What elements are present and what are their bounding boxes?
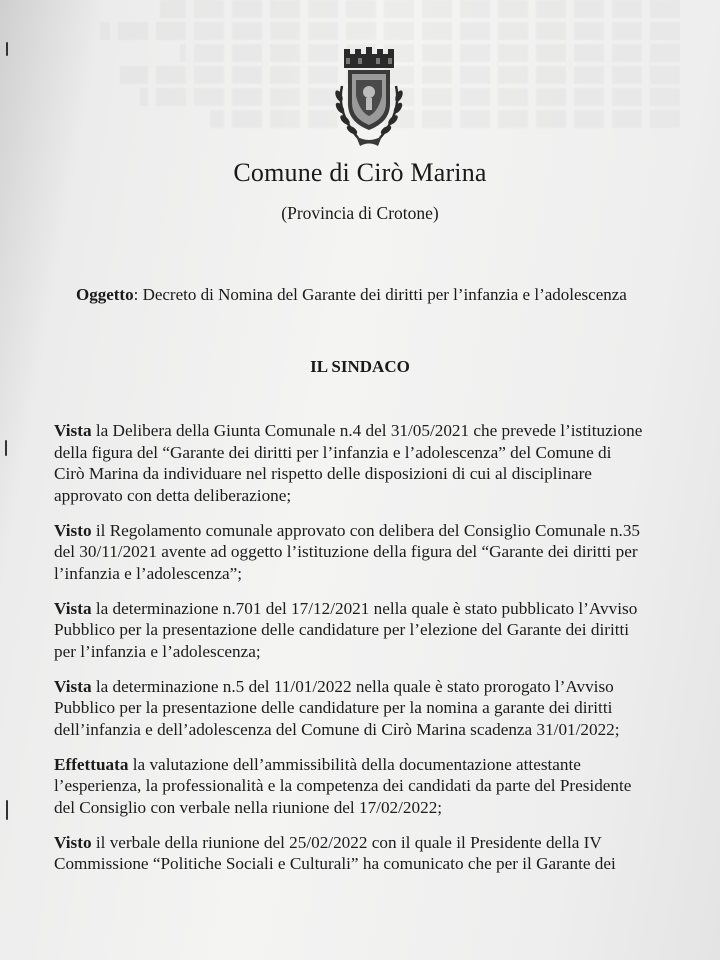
paragraph: [54, 420, 704, 506]
paragraph-line: approvato con detta deliberazione;: [54, 485, 292, 505]
paragraph: [54, 676, 704, 741]
paragraph-lead: Vista: [54, 598, 92, 618]
paragraph-line: l’infanzia e l’adolescenza”;: [54, 563, 242, 583]
paragraph-line: della figura del “Garante dei diritti per l’infanzia e l’adolescenza” del Comune di: [54, 442, 612, 462]
paragraph-lead: Effettuata: [54, 754, 129, 774]
paragraph-line: [54, 754, 704, 776]
paragraph-line: [54, 420, 704, 442]
paragraph-text: il Regolamento comunale approvato con delibera del Consiglio Comunale n.35: [91, 520, 641, 540]
edge-mark: [6, 800, 8, 820]
paragraph-lead: Visto: [54, 832, 92, 852]
paragraph: [54, 520, 704, 585]
paragraph-line: Pubblico per la presentazione delle candidature per la nomina a garante dei diritti: [54, 698, 613, 717]
paragraph-line: Commissione “Politiche Sociali e Culturali” ha comunicato che per il Garante dei: [54, 854, 616, 873]
paragraph-line: l’esperienza, la professionalità e la competenza dei candidati da parte del Presidente: [54, 776, 632, 795]
paragraph-text: la determinazione n.5 del 11/01/2022 nella quale è stato prorogato l’Avviso: [91, 676, 614, 696]
paragraph-text: la Delibera della Giunta Comunale n.4 del 31/05/2021 che prevede l’istituzione: [91, 421, 643, 440]
paragraph-line: dell’infanzia e dell’adolescenza del Comune di Cirò Marina scadenza 31/01/2022;: [54, 719, 620, 739]
paragraph-line: [54, 832, 704, 854]
paragraph: [54, 754, 704, 819]
edge-mark: [5, 440, 7, 456]
paragraph-lead: Vista: [54, 676, 92, 696]
subject-label: Oggetto: [76, 285, 134, 304]
paragraph: [54, 832, 704, 875]
subject-line: [76, 285, 716, 305]
municipality-title: Comune di Cirò Marina: [233, 158, 487, 187]
paragraph-text: il verbale della riunione del 25/02/2022 con il quale il Presidente della IV: [91, 832, 602, 852]
paragraph-text: la valutazione dell’ammissibilità della documentazione attestante: [128, 754, 581, 774]
subject-text: : Decreto di Nomina del Garante dei diritti per l’infanzia e l’adolescenza: [133, 285, 627, 304]
paragraph-lead: Vista: [54, 421, 92, 440]
section-heading: IL SINDACO: [310, 357, 410, 376]
coat-of-arms-emblem: [328, 46, 410, 152]
paragraph-line: per l’infanzia e l’adolescenza;: [54, 641, 261, 661]
document-body: [54, 420, 704, 888]
paragraph-line: Pubblico per la presentazione delle candidature per l’elezione del Garante dei diritti: [54, 620, 630, 639]
paragraph-line: del Consiglio con verbale nella riunione del 17/02/2022;: [54, 797, 443, 817]
paragraph-line: Cirò Marina da individuare nel rispetto delle disposizioni di cui al disciplinare: [54, 464, 592, 483]
province-subtitle: (Provincia di Crotone): [281, 203, 439, 223]
paragraph-text: la determinazione n.701 del 17/12/2021 nella quale è stato pubblicato l’Avviso: [91, 598, 638, 618]
paragraph: [54, 598, 704, 663]
paragraph-lead: Visto: [54, 520, 92, 540]
paragraph-line: [54, 520, 704, 542]
paragraph-line: [54, 598, 704, 620]
paragraph-line: del 30/11/2021 avente ad oggetto l’istituzione della figura del “Garante dei diritti per: [54, 542, 638, 561]
paragraph-line: [54, 676, 704, 698]
edge-mark: [6, 42, 8, 56]
